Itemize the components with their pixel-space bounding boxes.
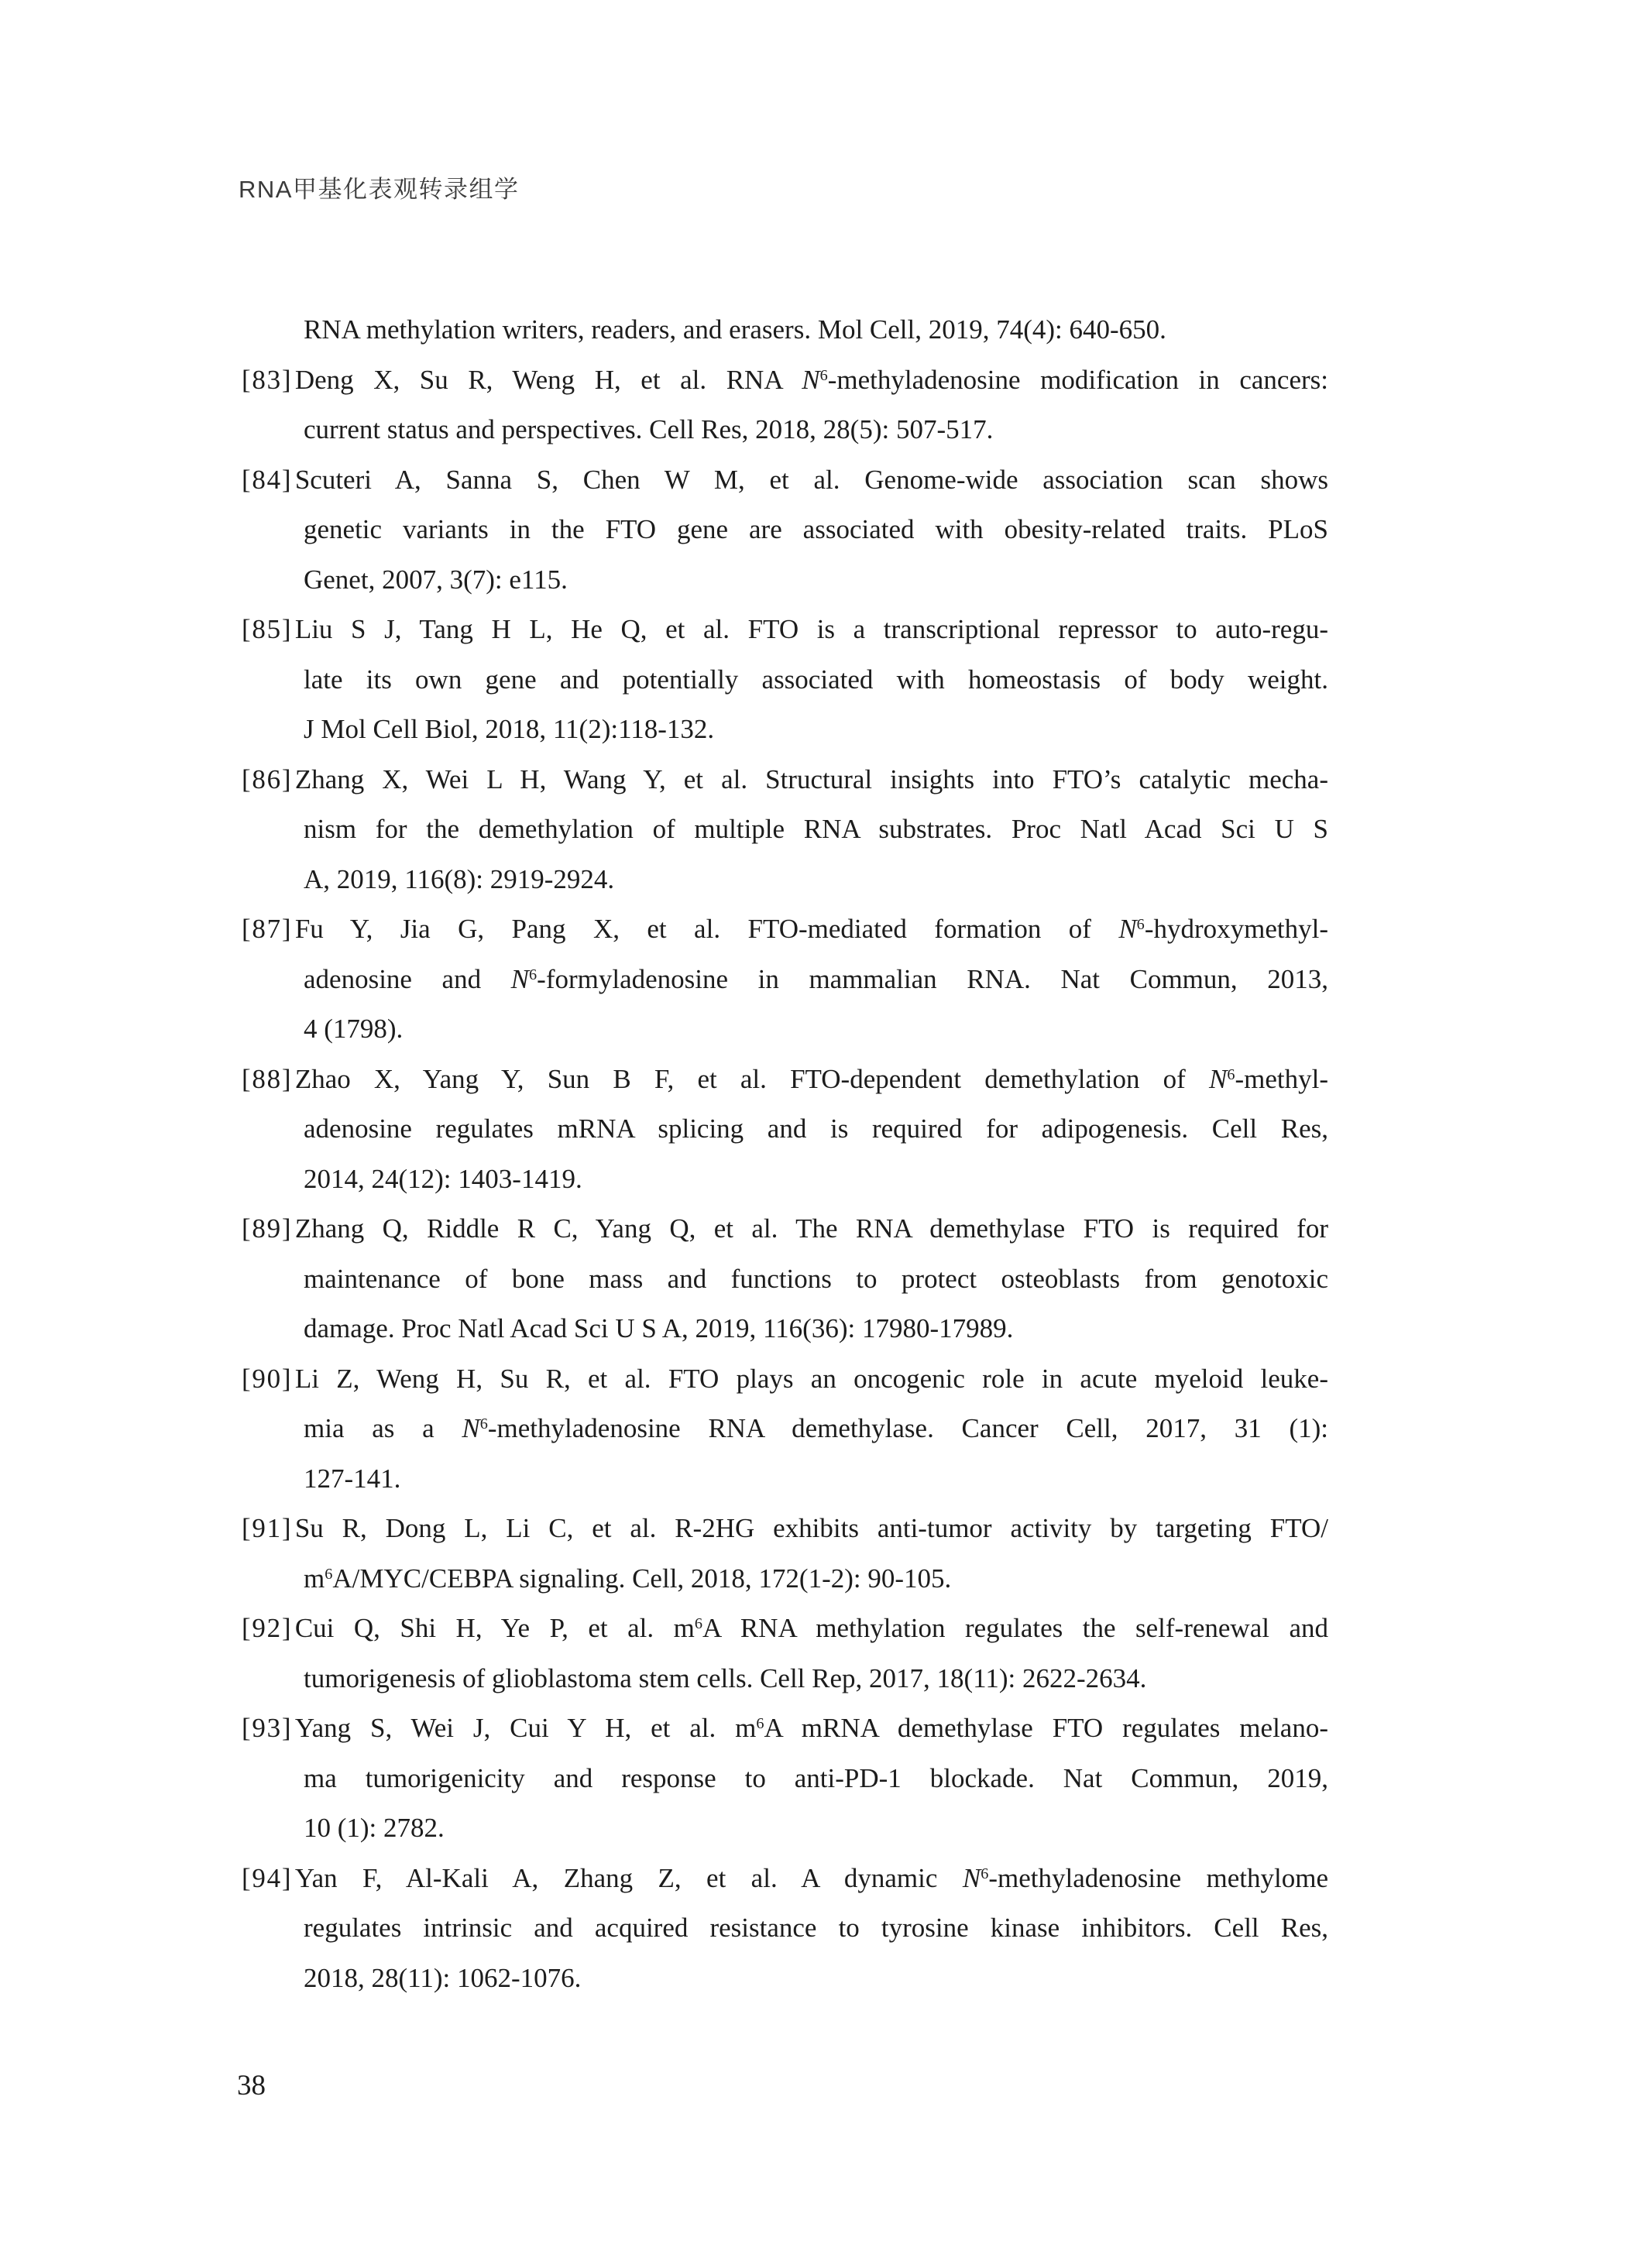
reference-item — [242, 1204, 1328, 1354]
reference-number: [92] — [242, 1613, 293, 1643]
reference-number: [85] — [242, 614, 293, 644]
reference-line: damage. Proc Natl Acad Sci U S A, 2019, 116(36): 17980-17989. — [304, 1313, 1014, 1343]
reference-line: genetic variants in the FTO gene are associated with obesity-related traits. PLoS — [304, 514, 1328, 544]
reference-item — [242, 605, 1328, 755]
reference-line: 127-141. — [304, 1463, 401, 1494]
reference-list — [242, 305, 1328, 2003]
reference-line: tumorigenesis of glioblastoma stem cells. Cell Rep, 2017, 18(11): 2622-2634. — [304, 1662, 1147, 1693]
reference-line-first: [85] Liu S J, Tang H L, He Q, et al. FTO is a transcriptional repressor to auto-regu- — [242, 614, 1328, 644]
reference-item — [242, 455, 1328, 606]
reference-item — [242, 1704, 1328, 1854]
reference-line-first: [93] Yang S, Wei J, Cui Y H, et al. $m^6A$ mRNA demethylase FTO regulates melano- — [242, 1713, 1328, 1743]
reference-number: [90] — [242, 1363, 293, 1394]
reference-line: current status and perspectives. Cell Res, 2018, 28(5): 507-517. — [304, 414, 994, 444]
reference-line: 4 (1798). — [304, 1014, 404, 1044]
reference-line-first: [83] Deng X, Su R, Weng H, et al. RNA $N^6$-methyladenosine modification in cancers: — [242, 364, 1328, 395]
reference-item — [242, 1354, 1328, 1505]
reference-line: mia as a $N^6$-methyladenosine RNA demethylase. Cancer Cell, 2017, 31 (1): — [304, 1413, 1328, 1443]
reference-line-first: [92] Cui Q, Shi H, Ye P, et al. $m^6A$ RNA methylation regulates the self-renewal and — [242, 1613, 1328, 1643]
reference-line-first: [86] Zhang X, Wei L H, Wang Y, et al. Structural insights into FTO’s catalytic mecha- — [242, 763, 1328, 794]
reference-number: [83] — [242, 364, 293, 395]
reference-line: Genet, 2007, 3(7): e115. — [304, 564, 568, 595]
reference-line: adenosine and $N^6$-formyladenosine in mammalian RNA. Nat Commun, 2013, — [304, 963, 1328, 994]
reference-item — [242, 755, 1328, 905]
reference-line-first: [94] Yan F, Al-Kali A, Zhang Z, et al. A dynamic $N^6$-methyladenosine methylome — [242, 1862, 1329, 1893]
reference-line: maintenance of bone mass and functions to protect osteoblasts from genotoxic — [304, 1263, 1328, 1294]
reference-line: ma tumorigenicity and response to anti-PD-1 blockade. Nat Commun, 2019, — [304, 1762, 1328, 1793]
reference-line: nism for the demethylation of multiple RNA substrates. Proc Natl Acad Sci U S — [304, 814, 1328, 844]
reference-item — [242, 355, 1328, 455]
reference-line: RNA methylation writers, readers, and erasers. Mol Cell, 2019, 74(4): 640-650. — [304, 314, 1166, 345]
reference-line: J Mol Cell Biol, 2018, 11(2):118-132. — [304, 714, 715, 744]
running-header: RNA甲基化表观转录组学 — [239, 176, 520, 203]
reference-item — [242, 305, 1328, 355]
reference-line: 10 (1): 2782. — [304, 1813, 445, 1843]
reference-item — [242, 1504, 1328, 1604]
reference-line: regulates intrinsic and acquired resistance to tyrosine kinase inhibitors. Cell Res, — [304, 1913, 1328, 1943]
reference-item — [242, 904, 1328, 1055]
reference-line: $m^6A/MYC$/CEBPA signaling. Cell, 2018, 172(1-2): 90-105. — [304, 1563, 952, 1594]
reference-number: [89] — [242, 1213, 293, 1244]
reference-line: A, 2019, 116(8): 2919-2924. — [304, 863, 615, 894]
reference-number: [94] — [242, 1862, 293, 1893]
reference-line: 2018, 28(11): 1062-1076. — [304, 1962, 582, 1993]
reference-number: [86] — [242, 763, 293, 794]
reference-item — [242, 1055, 1328, 1205]
reference-number: [91] — [242, 1513, 293, 1543]
reference-line: late its own gene and potentially associated with homeostasis of body weight. — [304, 664, 1328, 695]
reference-line: 2014, 24(12): 1403-1419. — [304, 1163, 582, 1194]
reference-item — [242, 1854, 1328, 2004]
reference-line: adenosine regulates mRNA splicing and is required for adipogenesis. Cell Res, — [304, 1113, 1328, 1144]
reference-item — [242, 1604, 1328, 1704]
reference-line-first: [87] Fu Y, Jia G, Pang X, et al. FTO-mediated formation of $N^6-hydroxymethyl-$ — [242, 914, 1328, 944]
page-number: 38 — [237, 2070, 266, 2102]
reference-number: [88] — [242, 1063, 293, 1094]
reference-line-first: [89] Zhang Q, Riddle R C, Yang Q, et al. The RNA demethylase FTO is required for — [242, 1213, 1328, 1244]
reference-line-first: [90] Li Z, Weng H, Su R, et al. FTO plays an oncogenic role in acute myeloid leuke- — [242, 1363, 1328, 1394]
reference-line-first: [88] Zhao X, Yang Y, Sun B F, et al. FTO-dependent demethylation of $N^6-methyl-$ — [242, 1063, 1328, 1094]
reference-line-first: [84] Scuteri A, Sanna S, Chen W M, et al. Genome-wide association scan shows — [242, 464, 1328, 495]
reference-line-first: [91] Su R, Dong L, Li C, et al. R-2HG exhibits anti-tumor activity by targeting FTO/ — [242, 1513, 1328, 1543]
reference-number: [93] — [242, 1713, 293, 1743]
reference-number: [87] — [242, 914, 293, 944]
reference-number: [84] — [242, 464, 293, 495]
